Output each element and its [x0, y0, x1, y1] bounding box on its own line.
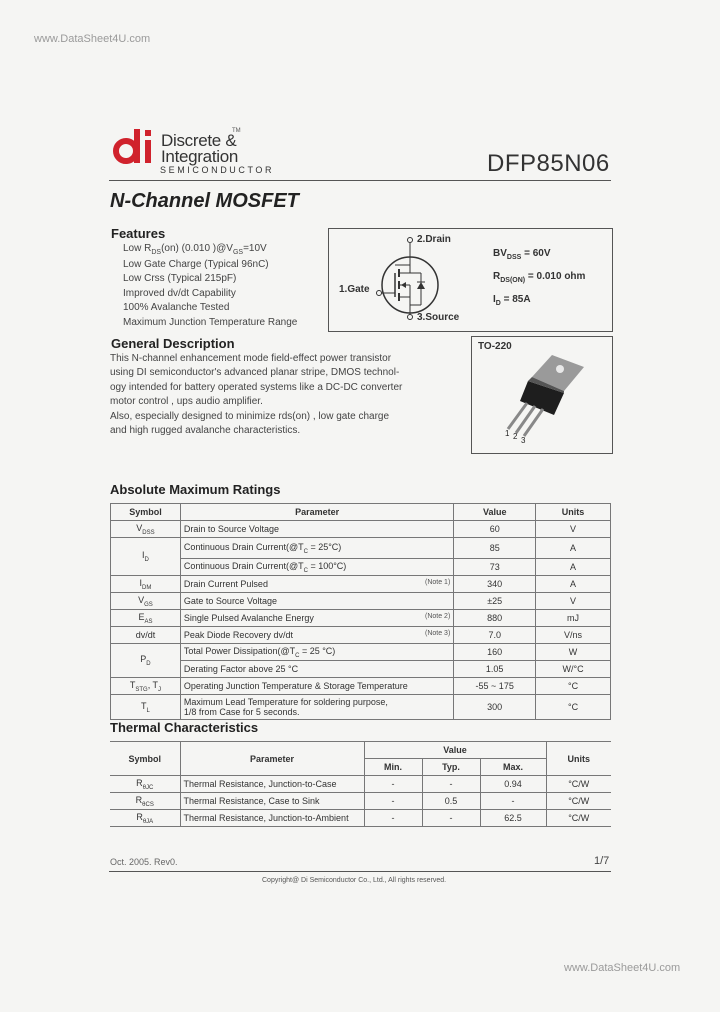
- parameter-cell: Peak Diode Recovery dv/dt (Note 3): [180, 627, 453, 644]
- logo-text-line2: Integration: [161, 147, 239, 166]
- unit-cell: °C: [536, 695, 611, 720]
- features-heading: Features: [111, 226, 166, 241]
- page-number: 1/7: [594, 855, 610, 867]
- value-cell: 340: [454, 576, 536, 593]
- typ-cell: 0.5: [422, 793, 480, 810]
- page-title: N-Channel MOSFET: [110, 190, 299, 212]
- unit-cell: A: [536, 538, 611, 559]
- feature-item: 100% Avalanche Tested: [123, 302, 230, 313]
- table-header-row: [110, 742, 611, 759]
- symbol-cell: $R_{\theta CS}$: [110, 793, 180, 810]
- feature-item: Maximum Junction Temperature Range: [123, 317, 298, 328]
- table-row: [111, 610, 611, 627]
- symbol-cell: $P_D$: [111, 644, 181, 678]
- table-row: [110, 776, 611, 793]
- col-header-symbol: Symbol: [110, 742, 180, 776]
- min-cell: -: [364, 793, 422, 810]
- thermal-heading: Thermal Characteristics: [110, 720, 259, 735]
- symbol-cell: $T_L$: [111, 695, 181, 720]
- table-row: [111, 538, 611, 559]
- table-row: [111, 661, 611, 678]
- value-cell: 85: [454, 538, 536, 559]
- parameter-cell: Continuous Drain $Current(@T_C = 25^\circ C)$: [180, 538, 453, 559]
- pin1-label: 1: [505, 429, 510, 438]
- value-cell: 60: [454, 521, 536, 538]
- symbol-cell: $E_{AS}$: [111, 610, 181, 627]
- parameter-cell: Single Pulsed Avalanche Energy (Note 2): [180, 610, 453, 627]
- unit-cell: W/°C: [536, 661, 611, 678]
- table-row: [110, 810, 611, 827]
- watermark-bottom: www.DataSheet4U.com: [564, 962, 681, 974]
- col-header-min: Min.: [364, 759, 422, 776]
- logo-text-line1: Discrete &: [161, 131, 237, 150]
- symbol-cell: $T_{STG}$, $T_J$: [111, 678, 181, 695]
- col-header-units: Units: [546, 742, 611, 776]
- col-header-value: Value: [364, 742, 546, 759]
- watermark-top: www.DataSheet4U.com: [34, 33, 151, 45]
- parameter-cell: Continuous Drain $Current(@T_C = 100^\circ C)$: [180, 559, 453, 576]
- unit-cell: W: [536, 644, 611, 661]
- unit-cell: °C/W: [546, 810, 611, 827]
- min-cell: -: [364, 810, 422, 827]
- parameter-cell: Thermal Resistance, Case to Sink: [180, 793, 364, 810]
- value-cell: 300: [454, 695, 536, 720]
- table-row: [111, 559, 611, 576]
- drain-label: 2.Drain: [417, 234, 451, 245]
- unit-cell: °C: [536, 678, 611, 695]
- symbol-spec-box: [328, 228, 613, 332]
- parameter-cell: Total Power $Dissipation(@T_C = 25$ °C): [180, 644, 453, 661]
- symbol-cell: $R_{\theta JC}$: [110, 776, 180, 793]
- unit-cell: V/ns: [536, 627, 611, 644]
- description-line: Also, especially designed to minimize rds(on) , low gate charge: [110, 411, 390, 422]
- col-header-symbol: Symbol: [111, 504, 181, 521]
- company-logo: [113, 127, 155, 167]
- unit-cell: A: [536, 576, 611, 593]
- table-row: [111, 678, 611, 695]
- description-line: and high rugged avalanche characteristics.: [110, 425, 301, 436]
- pin2-label: 2: [513, 432, 518, 441]
- table-row: [111, 521, 611, 538]
- value-cell: ±25: [454, 593, 536, 610]
- feature-item: Low Gate Charge (Typical 96nC): [123, 259, 269, 270]
- table-row: [111, 627, 611, 644]
- max-cell: 62.5: [480, 810, 546, 827]
- source-label: 3.Source: [417, 312, 460, 323]
- symbol-cell: $V_{GS}$: [111, 593, 181, 610]
- spec-rdson: $R_{DS(ON)} = 0.010$ ohm: [493, 271, 586, 284]
- general-description-heading: General Description: [111, 336, 235, 351]
- symbol-cell: $R_{\theta JA}$: [110, 810, 180, 827]
- parameter-cell: Gate to Source Voltage: [180, 593, 453, 610]
- value-cell: 1.05: [454, 661, 536, 678]
- col-header-typ: Typ.: [422, 759, 480, 776]
- part-number: DFP85N06: [487, 150, 610, 177]
- typ-cell: -: [422, 810, 480, 827]
- value-cell: 880: [454, 610, 536, 627]
- feature-item-rdson: Low $R_{DS}(on)$ (0.010 )$@V_{GS}=10V$: [123, 243, 267, 256]
- to220-package-icon: [472, 337, 612, 453]
- footer-date: Oct. 2005. Rev0.: [110, 857, 178, 867]
- unit-cell: °C/W: [546, 776, 611, 793]
- footer-divider: [109, 871, 611, 872]
- table-row: [111, 695, 611, 720]
- symbol-cell: $I_{DM}$: [111, 576, 181, 593]
- col-header-parameter: Parameter: [180, 504, 453, 521]
- parameter-cell: Thermal Resistance, Junction-to-Case: [180, 776, 364, 793]
- value-cell: 73: [454, 559, 536, 576]
- description-line: using DI semiconductor's advanced planar stripe, DMOS technol-: [110, 367, 400, 378]
- table-row: [111, 593, 611, 610]
- abs-max-heading: Absolute Maximum Ratings: [110, 482, 281, 497]
- table-row: [111, 576, 611, 593]
- description-line: ogy intended for battery operated systems like a DC-DC converter: [110, 382, 403, 393]
- trademark-mark: TM: [232, 128, 241, 134]
- typ-cell: -: [422, 776, 480, 793]
- feature-item: Improved dv/dt Capability: [123, 288, 236, 299]
- table-row: [110, 793, 611, 810]
- gate-label: 1.Gate: [339, 284, 370, 295]
- pin3-label: 3: [521, 436, 526, 445]
- parameter-cell: Derating Factor above 25 °C: [180, 661, 453, 678]
- description-line: This N-channel enhancement mode field-effect power transistor: [110, 353, 392, 364]
- description-line: motor control , ups audio amplifier.: [110, 396, 263, 407]
- col-header-max: Max.: [480, 759, 546, 776]
- value-cell: 160: [454, 644, 536, 661]
- value-cell: 7.0: [454, 627, 536, 644]
- copyright: Copyright@ Di Semiconductor Co., Ltd., All rights reserved.: [262, 877, 447, 884]
- logo-text-line3: SEMICONDUCTOR: [160, 165, 275, 175]
- unit-cell: V: [536, 521, 611, 538]
- thermal-table: [110, 741, 611, 827]
- header-divider: [109, 180, 611, 181]
- feature-item: Low Crss (Typical 215pF): [123, 273, 237, 284]
- symbol-cell: $I_D$: [111, 538, 181, 576]
- max-cell: -: [480, 793, 546, 810]
- package-label: TO-220: [478, 341, 512, 352]
- parameter-cell: Operating Junction Temperature & Storage Temperature: [180, 678, 453, 695]
- symbol-cell: $V_{DSS}$: [111, 521, 181, 538]
- table-header-row: [111, 504, 611, 521]
- parameter-cell: Thermal Resistance, Junction-to-Ambient: [180, 810, 364, 827]
- parameter-cell: Maximum Lead Temperature for soldering purpose, 1/8 from Case for 5 seconds.: [180, 695, 453, 720]
- spec-id: $I_D = 85A$: [493, 294, 531, 307]
- unit-cell: °C/W: [546, 793, 611, 810]
- unit-cell: mJ: [536, 610, 611, 627]
- value-cell: -55 ~ 175: [454, 678, 536, 695]
- table-row: [111, 644, 611, 661]
- parameter-cell: Drain to Source Voltage: [180, 521, 453, 538]
- unit-cell: V: [536, 593, 611, 610]
- col-header-value: Value: [454, 504, 536, 521]
- col-header-units: Units: [536, 504, 611, 521]
- abs-max-table: [110, 503, 611, 720]
- col-header-parameter: Parameter: [180, 742, 364, 776]
- min-cell: -: [364, 776, 422, 793]
- symbol-cell: dv/dt: [111, 627, 181, 644]
- max-cell: 0.94: [480, 776, 546, 793]
- package-box: [471, 336, 613, 454]
- parameter-cell: Drain Current Pulsed (Note 1): [180, 576, 453, 593]
- unit-cell: A: [536, 559, 611, 576]
- spec-bvdss: $BV_{DSS} = 60V$: [493, 248, 551, 261]
